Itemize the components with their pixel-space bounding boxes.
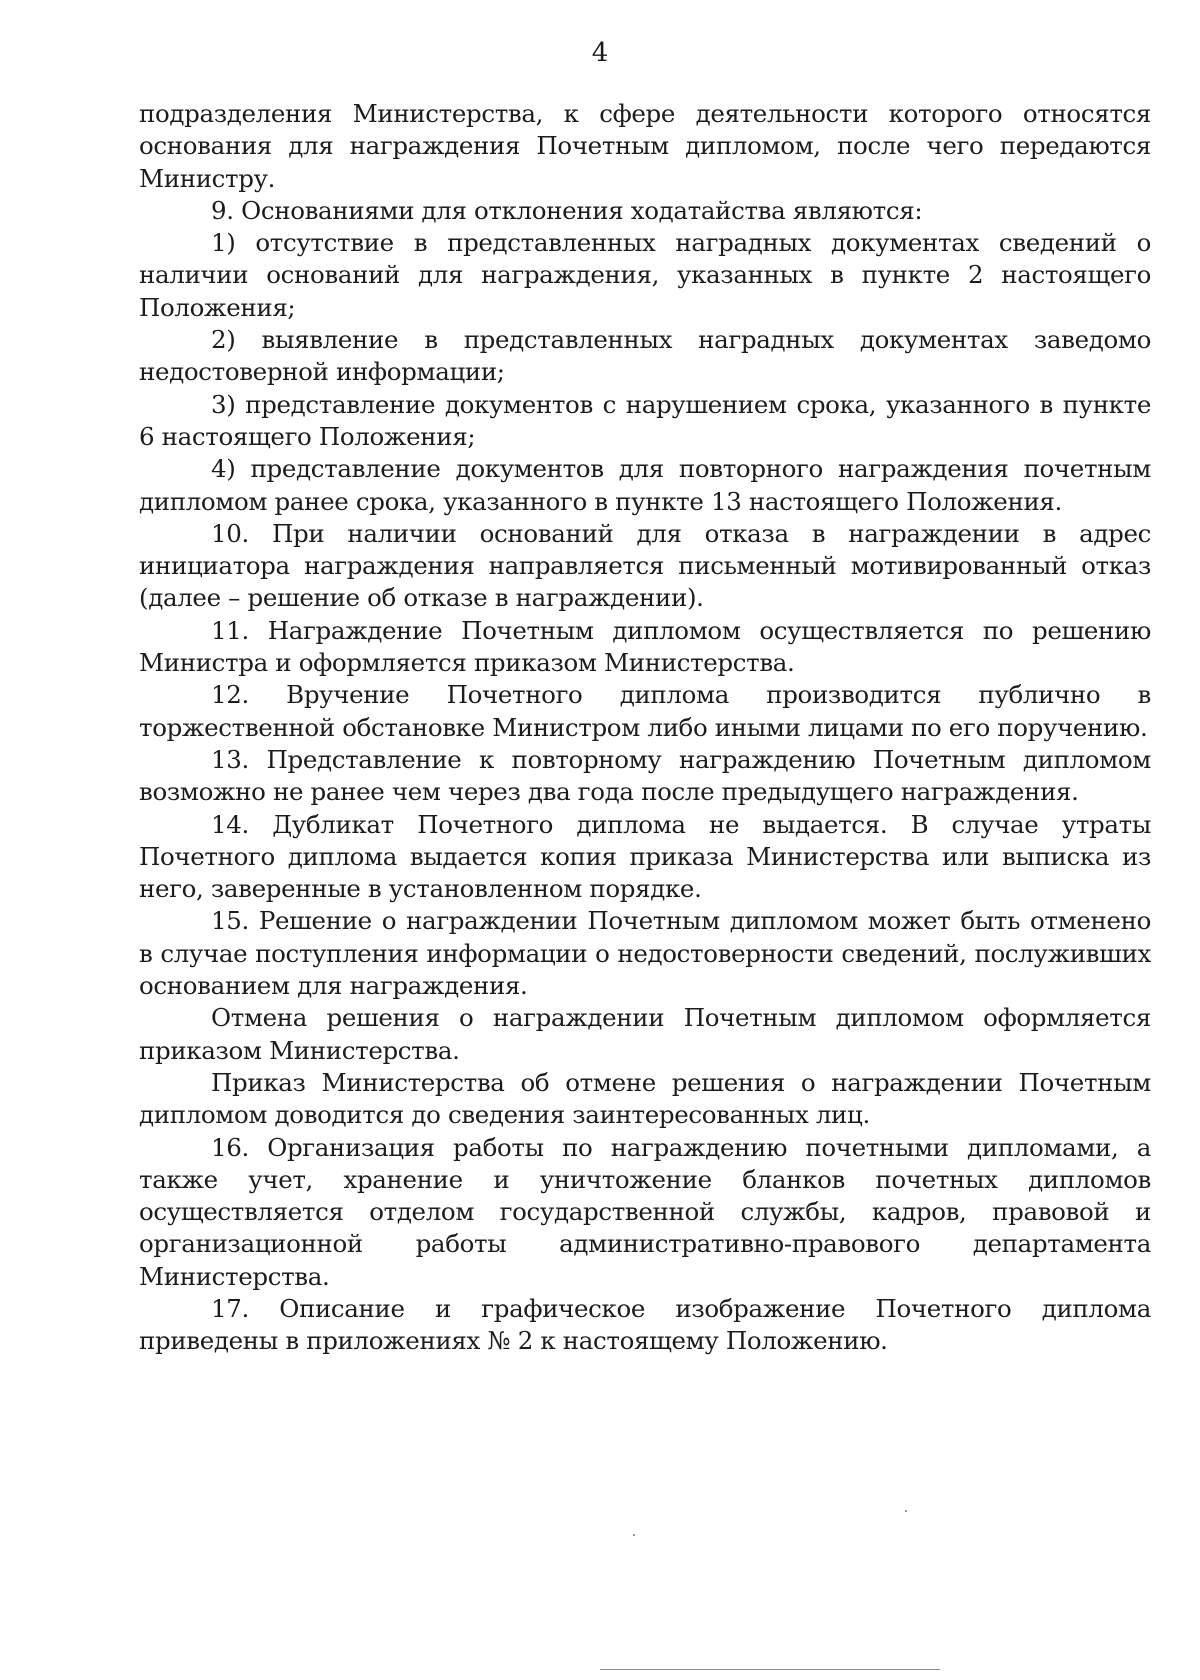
paragraph-9-item-3: 3) представление документов с нарушением срока, указанного в пункте 6 настоящего Положения; — [139, 389, 1151, 451]
paragraph-14: 14. Дубликат Почетного диплома не выдается. В случае утраты Почетного диплома выдается копия приказа Министерства или выписка из него, заверенные в установленном порядке. — [139, 809, 1151, 904]
scan-artifact-dot — [905, 1510, 907, 1512]
paragraph-15-notice: Приказ Министерства об отмене решения о награждении Почетным дипломом доводится до сведения заинтересованных лиц. — [139, 1067, 1151, 1130]
paragraph-continuation: подразделения Министерства, к сфере деятельности которого относятся основания для награждения Почетным дипломом, после чего передаются Министру. — [139, 99, 1151, 193]
scan-artifact-line — [600, 1669, 940, 1670]
paragraph-10: 10. При наличии оснований для отказа в награждении в адрес инициатора награждения направляется письменный мотивированный отказ (далее – решение об отказе в награждении). — [139, 518, 1151, 613]
paragraph-9-item-2: 2) выявление в представленных наградных документах заведомо недостоверной информации; — [139, 325, 1151, 387]
paragraph-9-item-1: 1) отсутствие в представленных наградных документах сведений о наличии оснований для награждения, указанных в пункте 2 настоящего Положения; — [139, 228, 1151, 322]
paragraph-9: 9. Основаниями для отклонения ходатайства являются: — [211, 195, 923, 225]
paragraph-13: 13. Представление к повторному награждению Почетным дипломом возможно не ранее чем через два года после предыдущего награждения. — [139, 744, 1151, 807]
paragraph-15-cancel: Отмена решения о награждении Почетным дипломом оформляется приказом Министерства. — [139, 1003, 1151, 1065]
paragraph-17: 17. Описание и графическое изображение Почетного диплома приведены в приложениях № 2 к настоящему Положению. — [139, 1293, 1151, 1356]
paragraph-9-item-4: 4) представление документов для повторного награждения почетным дипломом ранее срока, указанного в пункте 13 настоящего Положения. — [139, 454, 1151, 516]
scan-artifact-dot — [633, 1534, 635, 1536]
page-number: 4 — [591, 38, 609, 68]
document-body — [139, 98, 1151, 1358]
paragraph-15: 15. Решение о награждении Почетным дипломом может быть отменено в случае поступления информации о недостоверности сведений, послуживших основанием для награждения. — [139, 906, 1151, 1001]
paragraph-12: 12. Вручение Почетного диплома производится публично в торжественной обстановке Министром либо иными лицами по его поручению. — [139, 680, 1151, 742]
paragraph-16: 16. Организация работы по награждению почетными дипломами, а также учет, хранение и уничтожение бланков почетных дипломов осуществляется отделом государственной службы, кадров, правовой и организационной работы административно-правового департамента Министерства. — [139, 1132, 1151, 1291]
paragraph-11: 11. Награждение Почетным дипломом осуществляется по решению Министра и оформляется приказом Министерства. — [139, 615, 1151, 678]
